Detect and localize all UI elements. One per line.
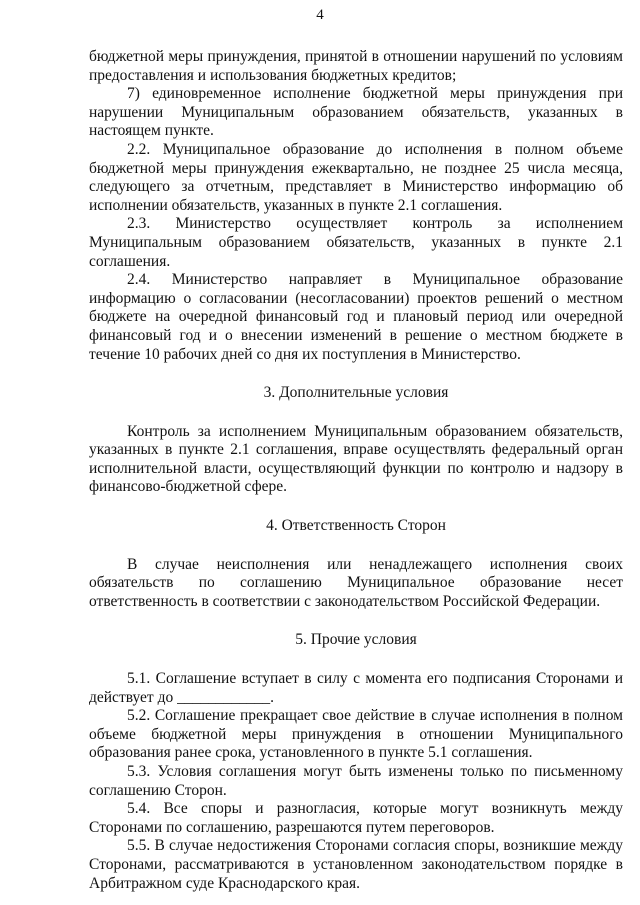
section-heading: 3. Дополнительные условия: [263, 384, 449, 402]
list-item: 5.2. Соглашение прекращает свое действие в случае исполнения в полном объеме бюджетной меры принуждения в отношении Муниципального образования ранее срока, установленного в пункте 5.1 соглашения.: [89, 707, 623, 762]
paragraph: 2.4. Министерство направляет в Муниципальное образование информацию о согласовании (несогласовании) проектов решений о местном бюджете на очередной финансовый год и плановый период или очередной финансовый год и о внесении изменений в решение о местном бюджете в течение 10 рабочих дней со дня их поступления в Министерство.: [89, 271, 623, 363]
paragraph: 2.2. Муниципальное образование до исполнения в полном объеме бюджетной меры принуждения ежеквартально, не позднее 25 числа месяца, следующего за отчетным, представляет в Министерство информацию об исполнении обязательств, указанных в пункте 2.1 соглашения.: [89, 140, 623, 214]
paragraph: 7) единовременное исполнение бюджетной меры принуждения при нарушении Муниципальным образованием обязательств, указанных в настоящем пункте.: [89, 85, 623, 140]
section-heading: 5. Прочие условия: [295, 631, 417, 649]
paragraph: бюджетной меры принуждения, принятой в отношении нарушений по условиям предоставления и использования бюджетных кредитов;: [89, 48, 623, 84]
page-number: 4: [316, 7, 324, 23]
list-item: 5.5. В случае недостижения Сторонами согласия споры, возникшие между Сторонами, рассматриваются в установленном законодательством порядке в Арбитражном суде Краснодарского края.: [89, 837, 623, 892]
list-item: 5.4. Все споры и разногласия, которые могут возникнуть между Сторонами по соглашению, разрешаются путем переговоров.: [89, 800, 623, 836]
section-heading: 4. Ответственность Сторон: [266, 517, 446, 535]
list-item: 5.3. Условия соглашения могут быть изменены только по письменному соглашению Сторон.: [89, 763, 623, 799]
document-body: [89, 48, 623, 893]
paragraph: 2.3. Министерство осуществляет контроль за исполнением Муниципальным образованием обязательств, указанных в пункте 2.1 соглашения.: [89, 215, 623, 270]
list-item: 5.1. Соглашение вступает в силу с момента его подписания Сторонами и действует до ____________.: [89, 670, 623, 706]
paragraph: Контроль за исполнением Муниципальным образованием обязательств, указанных в пункте 2.1 соглашения, вправе осуществлять федеральный орган исполнительной власти, осуществляющий функции по контролю и надзору в финансово-бюджетной сфере.: [89, 422, 623, 496]
paragraph: В случае неисполнения или ненадлежащего исполнения своих обязательств по соглашению Муниципальное образование несет ответственность в соответствии с законодательством Российской Федерации.: [89, 555, 623, 610]
